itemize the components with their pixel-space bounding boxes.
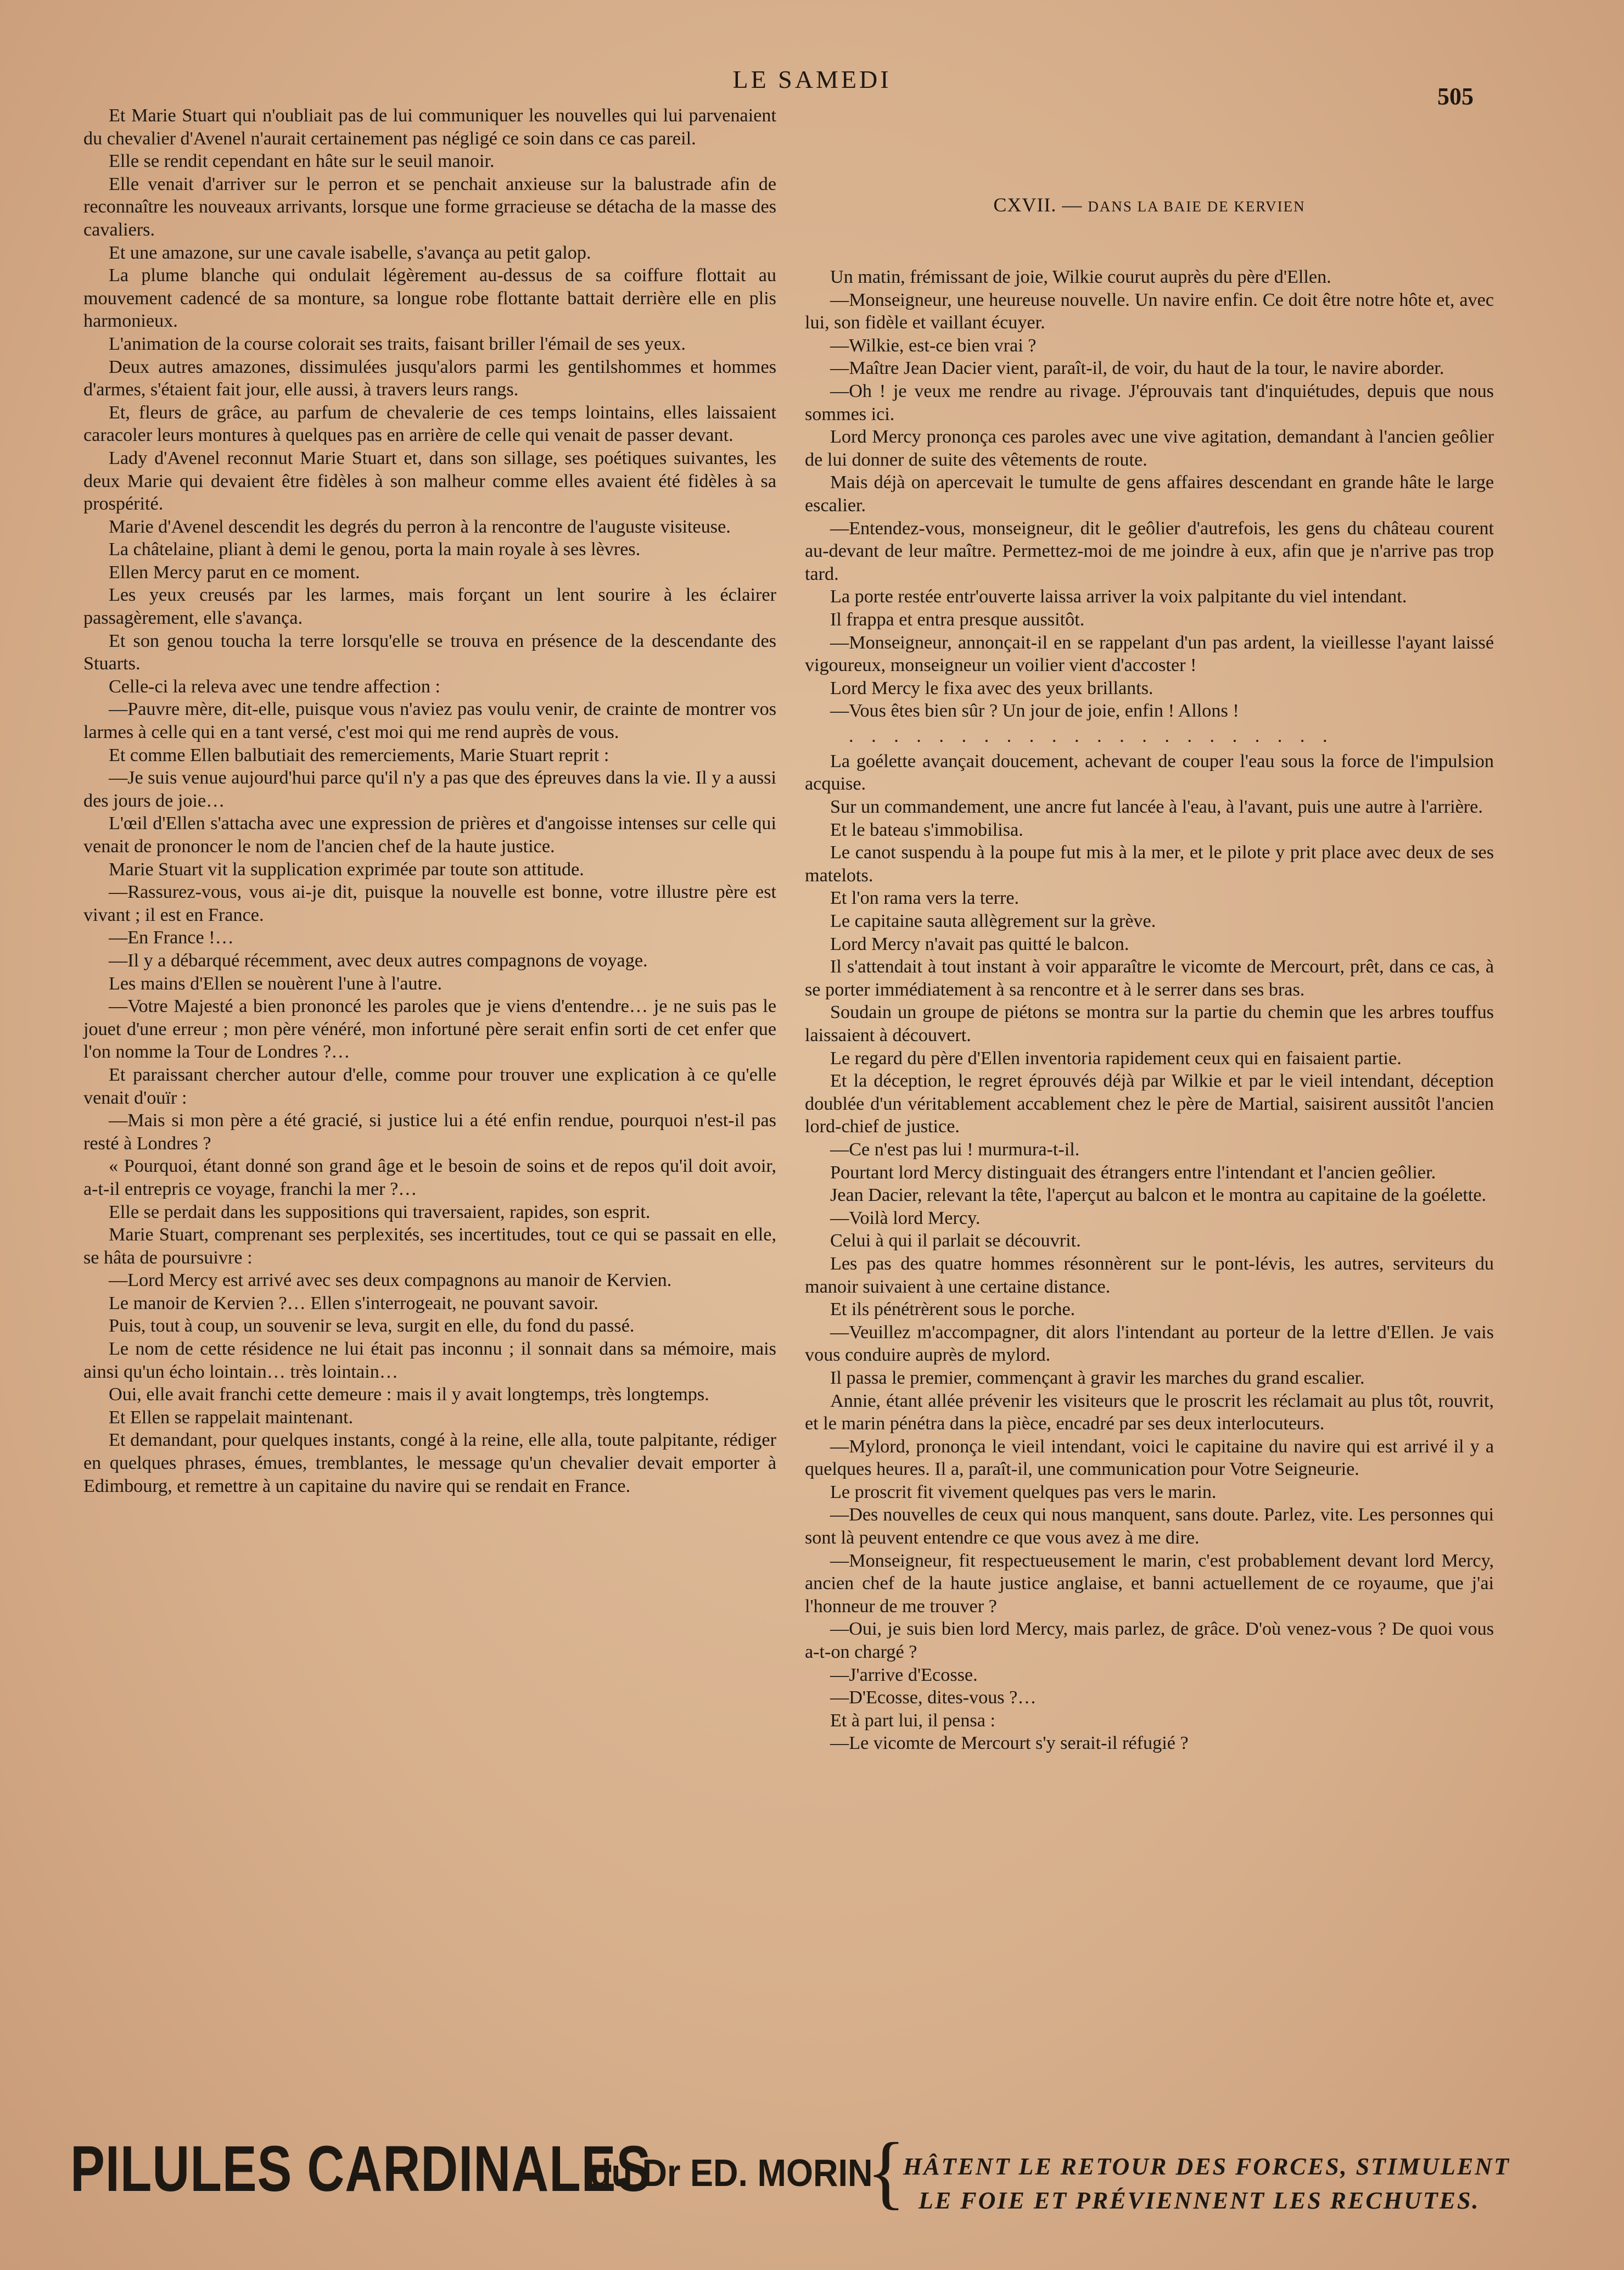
paragraph: Et comme Ellen balbutiait des remerciements, Marie Stuart reprit : bbox=[109, 745, 609, 765]
chapter-title: DANS LA BAIE DE KERVIEN bbox=[1088, 198, 1306, 215]
paragraph: Elle se perdait dans les suppositions qui traversaient, rapides, son esprit. bbox=[109, 1201, 651, 1222]
paragraph: Le nom de cette résidence ne lui était pas inconnu ; il sonnait dans sa mémoire, mais ainsi qu'un écho lointain… très lointain… bbox=[83, 1339, 776, 1382]
paragraph: —Monseigneur, annonçait-il en se rappelant d'un pas ardent, la vieillesse l'ayant laissé vigoureux, monseigneur un voilier vient d'accoster ! bbox=[805, 632, 1494, 676]
paragraph: —Monseigneur, une heureuse nouvelle. Un navire enfin. Ce doit être notre hôte et, avec lui, son fidèle et vaillant écuyer. bbox=[805, 289, 1494, 333]
paragraph: —D'Ecosse, dites-vous ?… bbox=[830, 1687, 1037, 1708]
advertisement-tagline bbox=[903, 2150, 1510, 2218]
paragraph: Annie, étant allée prévenir les visiteurs que le proscrit les réclamait au plus tôt, rouvrit, et le marin pénétra dans la pièce, encadré par ses deux interlocuteurs. bbox=[805, 1390, 1494, 1434]
paragraph: —Je suis venue aujourd'hui parce qu'il n'y a pas que des épreuves dans la vie. Il y a aussi des jours de joie… bbox=[83, 768, 776, 811]
paragraph: Lady d'Avenel reconnut Marie Stuart et, dans son sillage, ses poétiques suivantes, les deux Marie qui devaient être fidèles à son malheur comme elles avaient été fidèles à sa prospérité. bbox=[83, 448, 776, 515]
paragraph: —Entendez-vous, monseigneur, dit le geôlier d'autrefois, les gens du château courent au-devant de leur maître. Permettez-moi de me joindre à eux, afin que je n'arrive pas trop tard. bbox=[805, 518, 1494, 584]
paragraph: Marie d'Avenel descendit les degrés du perron à la rencontre de l'auguste visiteuse. bbox=[109, 516, 731, 537]
paragraph: La goélette avançait doucement, achevant de couper l'eau sous la force de l'impulsion acquise. bbox=[805, 751, 1494, 795]
paragraph: Et paraissant chercher autour d'elle, comme pour trouver une explication à ce qu'elle venait d'ouïr : bbox=[83, 1064, 776, 1108]
paragraph: —Votre Majesté a bien prononcé les paroles que je viens d'entendre… je ne suis pas le jouet d'une erreur ; mon père vénéré, mon infortuné père serait enfin sorti de cet enfer que l'on nomme la Tour de Londres ?… bbox=[83, 996, 776, 1063]
paragraph: Le proscrit fit vivement quelques pas vers le marin. bbox=[830, 1481, 1217, 1502]
paragraph: —Lord Mercy est arrivé avec ses deux compagnons au manoir de Kervien. bbox=[109, 1270, 672, 1291]
paragraph: Jean Dacier, relevant la tête, l'aperçut au balcon et le montra au capitaine de la goélette. bbox=[830, 1185, 1487, 1206]
paragraph: La châtelaine, pliant à demi le genou, porta la main royale à ses lèvres. bbox=[109, 539, 641, 560]
tagline-line-1: HÂTENT LE RETOUR DES FORCES, STIMULENT bbox=[903, 2153, 1510, 2180]
paragraph: La porte restée entr'ouverte laissa arriver la voix palpitante du viel intendant. bbox=[830, 586, 1407, 607]
paragraph: Deux autres amazones, dissimulées jusqu'alors parmi les gentilshommes et hommes d'armes, s'étaient fait jour, elle aussi, à travers leurs rangs. bbox=[83, 356, 776, 400]
paragraph: Et ils pénétrèrent sous le porche. bbox=[830, 1299, 1076, 1320]
advertisement-by-line: du Dr ED. MORIN bbox=[590, 2151, 873, 2194]
advertisement-brand: PILULES CARDINALES bbox=[70, 2133, 652, 2205]
paragraph: Lord Mercy n'avait pas quitté le balcon. bbox=[830, 933, 1129, 954]
paragraph: Le capitaine sauta allègrement sur la grève. bbox=[830, 911, 1156, 932]
paragraph: Il frappa et entra presque aussitôt. bbox=[830, 609, 1085, 630]
paragraph: —Maître Jean Dacier vient, paraît-il, de voir, du haut de la tour, le navire aborder. bbox=[830, 358, 1444, 379]
paragraph: Lord Mercy le fixa avec des yeux brillants. bbox=[830, 678, 1153, 698]
paragraph: Un matin, frémissant de joie, Wilkie courut auprès du père d'Ellen. bbox=[830, 267, 1331, 287]
paragraph: Et, fleurs de grâce, au parfum de chevalerie de ces temps lointains, elles laissaient caracoler leurs montures à quelques pas en arrière de celle qui venait de passer devant. bbox=[83, 402, 776, 446]
paragraph: —Rassurez-vous, vous ai-je dit, puisque la nouvelle est bonne, votre illustre père est vivant ; il est en France. bbox=[83, 882, 776, 925]
paragraph: —En France !… bbox=[109, 927, 234, 948]
left-column bbox=[83, 104, 776, 1497]
paragraph: Puis, tout à coup, un souvenir se leva, surgit en elle, du fond du passé. bbox=[109, 1316, 635, 1337]
paragraph: Ellen Mercy parut en ce moment. bbox=[109, 562, 360, 583]
page-number: 505 bbox=[1437, 83, 1474, 110]
paragraph: Et le bateau s'immobilisa. bbox=[830, 819, 1023, 840]
paragraph: L'œil d'Ellen s'attacha avec une expression de prières et d'angoisse intenses sur celle qui venait de prononcer le nom de l'ancien chef de la haute justice. bbox=[83, 813, 776, 857]
paragraph: Et une amazone, sur une cavale isabelle, s'avança au petit galop. bbox=[109, 242, 591, 263]
paragraph: Il s'attendait à tout instant à voir apparaître le vicomte de Mercourt, prêt, dans ce cas, à se porter immédiatement à sa rencontre et à le serrer dans ses bras. bbox=[805, 957, 1494, 1000]
paragraph: La plume blanche qui ondulait légèrement au-dessus de sa coiffure flottait au mouvement cadencé de sa monture, sa longue robe flottante battait derrière elle en plis harmonieux. bbox=[83, 265, 776, 332]
paragraph: —Des nouvelles de ceux qui nous manquent, sans doute. Parlez, vite. Les personnes qui sont là peuvent entendre ce que vous avez à me dire. bbox=[805, 1505, 1494, 1548]
paragraph: —Pauvre mère, dit-elle, puisque vous n'aviez pas voulu venir, de crainte de montrer vos larmes à celle qui en a tant versé, c'est moi qui me rend auprès de vous. bbox=[83, 699, 776, 743]
paragraph: Et demandant, pour quelques instants, congé à la reine, elle alla, toute palpitante, rédiger en quelques phrases, émues, tremblantes, le message qu'un chevalier devait emporter à Edimbourg, et remettre à un capitaine du navire qui se rendait en France. bbox=[83, 1430, 776, 1496]
newspaper-title: LE SAMEDI bbox=[732, 65, 892, 93]
tagline-line-2: LE FOIE ET PRÉVIENNENT LES RECHUTES. bbox=[919, 2187, 1480, 2214]
paragraph: « Pourquoi, étant donné son grand âge et le besoin de soins et de repos qu'il doit avoir, a-t-il entrepris ce voyage, franchi la mer ?… bbox=[83, 1156, 776, 1199]
paragraph: Mais déjà on apercevait le tumulte de gens affaires descendant en grande hâte le large escalier. bbox=[805, 472, 1494, 516]
paragraph: Et Marie Stuart qui n'oubliait pas de lui communiquer les nouvelles qui lui parvenaient du chevalier d'Avenel n'aurait certainement pas négligé ce soin dans ce cas pareil. bbox=[83, 105, 776, 149]
paragraph: Les mains d'Ellen se nouèrent l'une à l'autre. bbox=[109, 973, 443, 994]
paragraph: Lord Mercy prononça ces paroles avec une vive agitation, demandant à l'ancien geôlier de lui donner de suite des vêtements de route. bbox=[805, 427, 1494, 470]
paragraph: Celui à qui il parlait se découvrit. bbox=[830, 1231, 1081, 1251]
paragraph: Le manoir de Kervien ?… Ellen s'interrogeait, ne pouvant savoir. bbox=[109, 1293, 598, 1313]
paragraph: Et à part lui, il pensa : bbox=[830, 1710, 995, 1731]
chapter-number: CXVII. — bbox=[993, 194, 1083, 216]
paragraph: —Oui, je suis bien lord Mercy, mais parlez, de grâce. D'où venez-vous ? De quoi vous a-t-on chargé ? bbox=[805, 1619, 1494, 1663]
paragraph: —J'arrive d'Ecosse. bbox=[830, 1664, 978, 1685]
paragraph: Les pas des quatre hommes résonnèrent sur le pont-lévis, les autres, serviteurs du manoir suivaient à une certaine distance. bbox=[805, 1253, 1494, 1297]
paragraph: —Voilà lord Mercy. bbox=[830, 1207, 981, 1228]
paragraph: —Wilkie, est-ce bien vrai ? bbox=[830, 335, 1037, 356]
paragraph: Elle venait d'arriver sur le perron et se penchait anxieuse sur la balustrade afin de reconnaître les nouveaux arrivants, lorsque une forme grracieuse se détacha de la masse des cavaliers. bbox=[83, 174, 776, 240]
paragraph: —Mais si mon père a été gracié, si justice lui a été enfin rendue, pourquoi n'est-il pas resté à Londres ? bbox=[83, 1110, 776, 1154]
paragraph: Celle-ci la releva avec une tendre affection : bbox=[109, 676, 440, 697]
paragraph: Et l'on rama vers la terre. bbox=[830, 888, 1020, 909]
paragraph: Et son genou toucha la terre lorsqu'elle se trouva en présence de la descendante des Stuarts. bbox=[83, 630, 776, 674]
paragraph: Pourtant lord Mercy distinguait des étrangers entre l'intendant et l'ancien geôlier. bbox=[830, 1162, 1436, 1183]
paragraph: Soudain un groupe de piétons se montra sur la partie du chemin que les arbres touffus laissaient à découvert. bbox=[805, 1002, 1494, 1045]
right-column bbox=[805, 266, 1494, 1755]
chapter-heading bbox=[805, 193, 1494, 216]
paragraph: Marie Stuart, comprenant ses perplexités, ses incertitudes, tout ce qui se passait en elle, se hâta de poursuivre : bbox=[83, 1225, 776, 1268]
paragraph: —Mylord, prononça le vieil intendant, voici le capitaine du navire qui est arrivé il y a quelques heures. Il a, paraît-il, une communication pour Votre Seigneurie. bbox=[805, 1436, 1494, 1480]
paragraph: Le regard du père d'Ellen inventoria rapidement ceux qui en faisaient partie. bbox=[830, 1048, 1402, 1069]
paragraph: —Monseigneur, fit respectueusement le marin, c'est probablement devant lord Mercy, ancien chef de la haute justice anglaise, et banni actuellement de ce royaume, que j'ai l'honneur de me trouver ? bbox=[805, 1550, 1494, 1617]
paragraph: Oui, elle avait franchi cette demeure : mais il y avait longtemps, très longtemps. bbox=[109, 1384, 709, 1405]
brace-glyph: { bbox=[866, 2126, 906, 2217]
paragraph: —Veuillez m'accompagner, dit alors l'intendant au porteur de la lettre d'Ellen. Je vais vous conduire auprès de mylord. bbox=[805, 1322, 1494, 1366]
paragraph: Sur un commandement, une ancre fut lancée à l'eau, à l'avant, puis une autre à l'arrière. bbox=[830, 797, 1483, 818]
paragraph: L'animation de la course colorait ses traits, faisant briller l'émail de ses yeux. bbox=[109, 333, 686, 354]
paragraph: Et la déception, le regret éprouvés déjà par Wilkie et par le vieil intendant, déception doublée d'un véritablement accablement chez le père de Martial, saisirent aussitôt l'ancien lord-chief de justice. bbox=[805, 1071, 1494, 1137]
paragraph: Marie Stuart vit la supplication exprimée par toute son attitude. bbox=[109, 859, 584, 880]
paragraph: Le canot suspendu à la poupe fut mis à la mer, et le pilote y prit place avec deux de ses matelots. bbox=[805, 842, 1494, 886]
paragraph: Elle se rendit cependant en hâte sur le seuil manoir. bbox=[109, 151, 495, 172]
paragraph: —Le vicomte de Mercourt s'y serait-il réfugié ? bbox=[830, 1733, 1189, 1754]
paragraph: —Vous êtes bien sûr ? Un jour de joie, enfin ! Allons ! bbox=[830, 701, 1239, 722]
paragraph: —Ce n'est pas lui ! murmura-t-il. bbox=[830, 1139, 1080, 1160]
paragraph: —Oh ! je veux me rendre au rivage. J'éprouvais tant d'inquiétudes, depuis que nous sommes ici. bbox=[805, 381, 1494, 424]
paragraph: Et Ellen se rappelait maintenant. bbox=[109, 1407, 354, 1428]
paragraph: Les yeux creusés par les larmes, mais forçant un lent sourire à les éclairer passagèrement, elle s'avança. bbox=[83, 585, 776, 629]
paragraph: Il passa le premier, commençant à gravir les marches du grand escalier. bbox=[830, 1367, 1365, 1388]
paragraph: . . . . . . . . . . . . . . . . . . . . . . bbox=[849, 725, 1334, 746]
paragraph: —Il y a débarqué récemment, avec deux autres compagnons de voyage. bbox=[109, 950, 648, 971]
